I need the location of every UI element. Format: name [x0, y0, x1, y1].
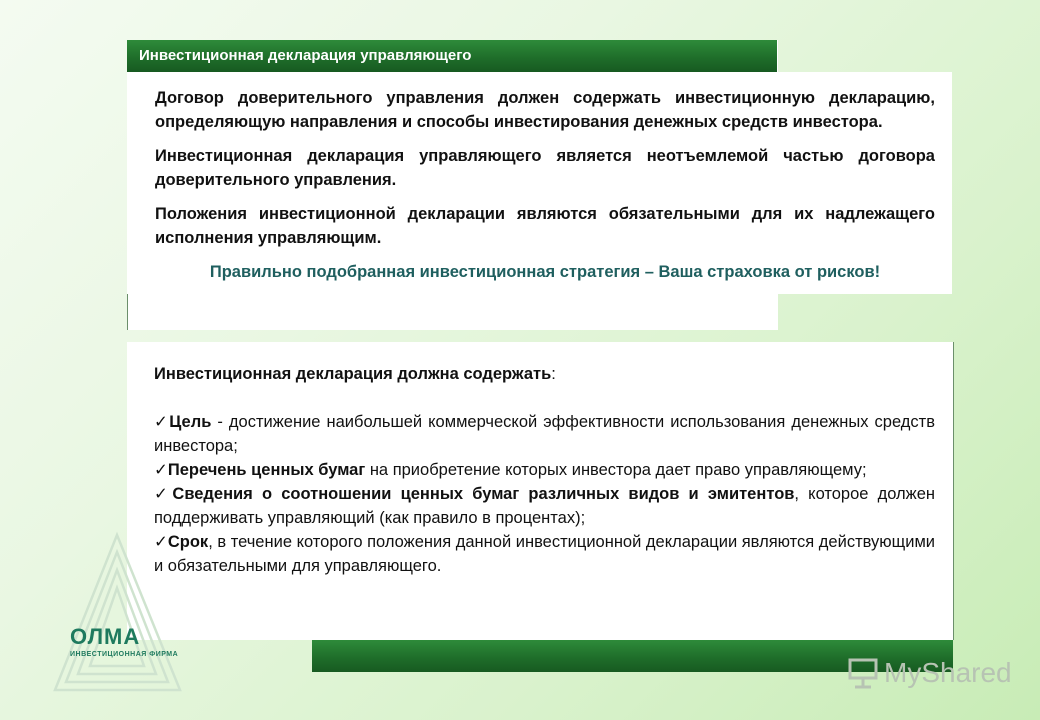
item-term: Срок [167, 533, 209, 551]
item-text: на приобретение которых инвестора дает право управляющему; [365, 461, 867, 479]
slogan: Правильно подобранная инвестиционная стратегия – Ваша страховка от рисков! [209, 263, 881, 281]
intro-paragraph-1: Договор доверительного управления должен содержать инвестиционную декларацию, определяющую направления и способы инвестирования денежных средств инвестора. [155, 89, 935, 131]
contents-heading-colon: : [551, 365, 556, 383]
item-term: Цель [169, 413, 212, 431]
watermark-text: MyShared [884, 657, 1012, 688]
check-icon: ✓ [154, 485, 173, 503]
contents-heading-text: Инвестиционная декларация должна содержать [154, 365, 552, 383]
logo-subtitle: ИНВЕСТИЦИОННАЯ ФИРМА [70, 651, 179, 658]
contents-block [154, 362, 935, 578]
intro-paragraph-3: Положения инвестиционной декларации являются обязательными для их надлежащего исполнения управляющим. [155, 205, 935, 247]
header-bar [127, 40, 777, 72]
olma-logo-icon [50, 530, 185, 695]
check-icon: ✓ [154, 533, 168, 551]
item-text: , в течение которого положения данной инвестиционной декларации являются действующими и обязательными для управляющего. [154, 533, 936, 575]
logo-name: ОЛМА [70, 624, 141, 649]
presentation-icon [846, 656, 880, 690]
item-term: Сведения о соотношении ценных бумаг различных видов и эмитентов [172, 485, 795, 503]
item-text: , которое должен поддерживать управляющий (как правило в процентах); [154, 485, 936, 527]
list-item [154, 482, 935, 530]
list-item [154, 410, 935, 458]
item-text: - достижение наибольшей коммерческой эффективности использования денежных средств инвестора; [154, 413, 936, 455]
item-term: Перечень ценных бумаг [167, 461, 366, 479]
list-item [154, 530, 935, 578]
list-item [154, 458, 935, 482]
intro-paragraph-2: Инвестиционная декларация управляющего является неотъемлемой частью договора доверительного управления. [155, 147, 935, 189]
check-icon: ✓ [154, 413, 170, 431]
contents-heading [154, 362, 935, 386]
watermark [846, 656, 1012, 690]
header-title: Инвестиционная декларация управляющего [139, 47, 472, 64]
intro-block [127, 72, 952, 294]
check-icon: ✓ [154, 461, 168, 479]
